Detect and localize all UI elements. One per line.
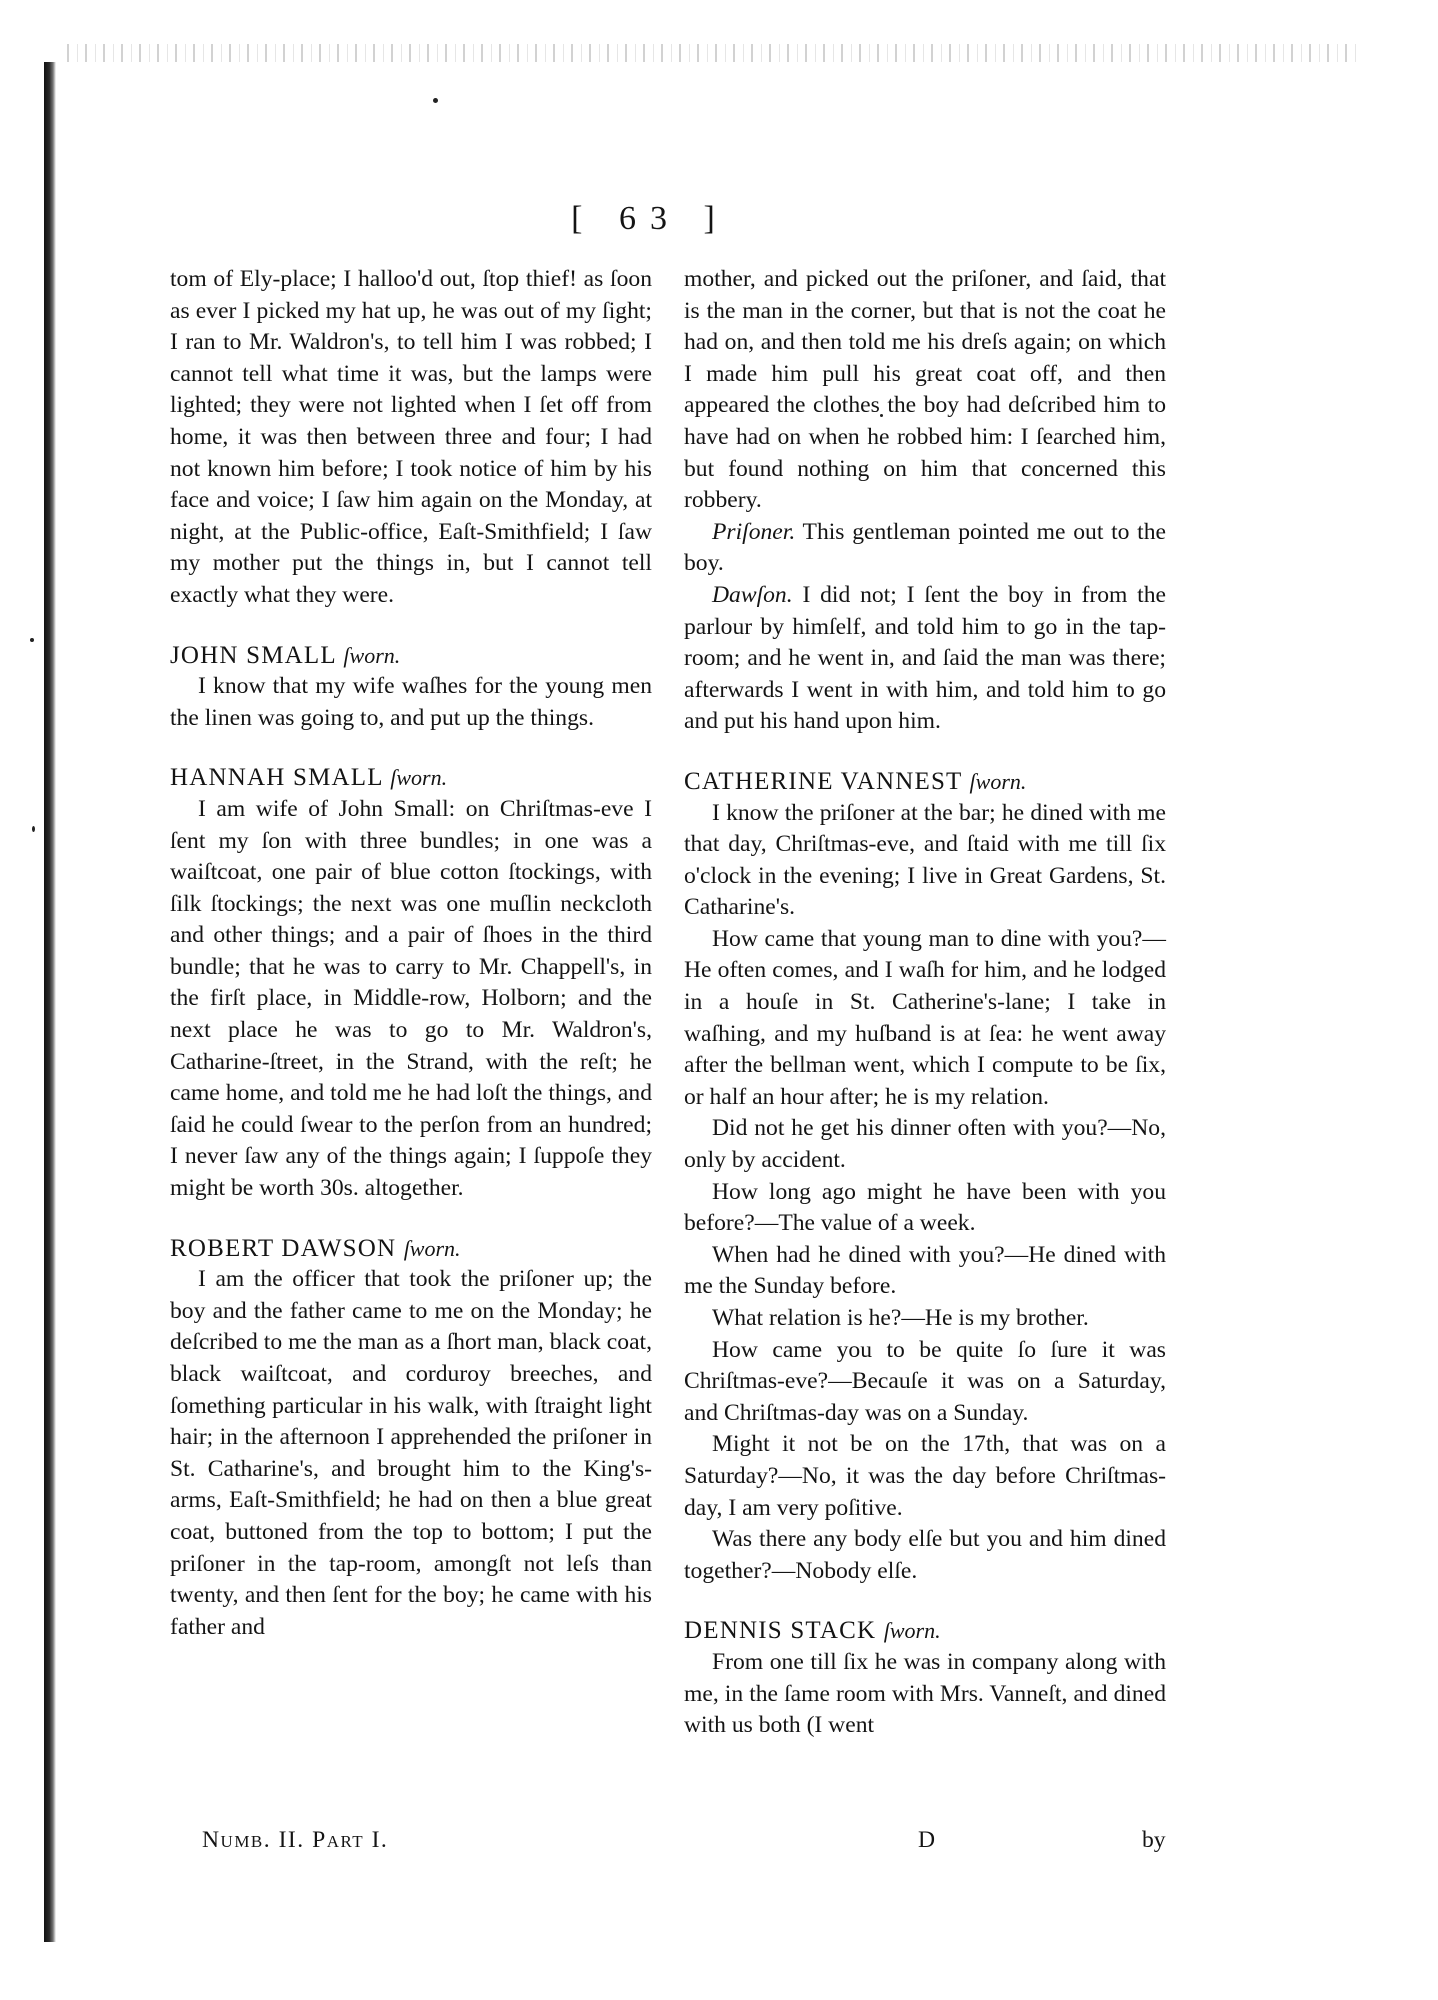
sworn-label: ſworn. [883, 1618, 941, 1644]
witness-heading [684, 1615, 1166, 1647]
witness-name: HANNAH SMALL [170, 764, 383, 792]
testimony-paragraph: I know that my wife waſhes for the young men the linen was going to, and put up the things. [170, 673, 652, 731]
section-gap [170, 1205, 652, 1233]
testimony-paragraph: Did not he get his dinner often with you?—No, only by accident. [684, 1115, 1166, 1174]
testimony-paragraph: Might it not be on the 17th, that was on a Saturday?—No, it was the day before Chriſtmas-day, I am very poſitive. [684, 1431, 1166, 1521]
scan-binding-edge [44, 62, 56, 1942]
sworn-label: ſworn. [343, 642, 401, 668]
testimony-paragraph: I know the priſoner at the bar; he dined with me that day, Chriſtmas-eve, and ſtaid with me till ſix o'clock in the evening; I live in Great Gardens, St. Catharine's. [684, 799, 1166, 921]
speech-text: I did not; I ſent the boy in from the parlour by himſelf, and told him to go in the tap-room; and he went in, and ſaid the man was there; afterwards I went in with him, and told him to go and put his hand upon him. [684, 581, 1166, 735]
sworn-label: ſworn. [403, 1235, 461, 1261]
testimony-paragraph: I am wife of John Small: on Chriſtmas-eve I ſent my ſon with three bundles; in one was a waiſtcoat, one pair of blue cotton ſtockings, with ſilk ſtockings; the next was one muſlin neckcloth and other things; and a pair of ſhoes in the third bundle; that he was to carry to Mr. Chappell's, in the firſt place, in Middle-row, Holborn; and the next place he was to go to Mr. Waldron's, Catharine-ſtreet, in the Strand, with the reſt; he came home, and told me he had loſt the things, and ſaid he could ſwear to the perſon from an hundred; I never ſaw any of the things again; I ſuppoſe they might be worth 30s. altogether. [170, 795, 652, 1202]
speech-text: This gentleman pointed me out to the boy. [684, 518, 1166, 577]
testimony-paragraph: When had he dined with you?—He dined with me the Sunday before. [684, 1241, 1166, 1300]
speaker-name: Priſoner. [712, 518, 796, 545]
sworn-label: ſworn. [390, 765, 448, 791]
scan-speck [32, 826, 35, 832]
testimony-paragraph: I am the officer that took the priſoner up; the boy and the father came to me on the Monday; he deſcribed to me the man as a ſhort man, black coat, black waiſtcoat, and corduroy breeches, and ſomething particular in his walk, with ſtraight light hair; in the afternoon I apprehended the priſoner in St. Catharine's, and brought him to the King's-arms, Eaſt-Smithfield; he had on then a blue great coat, buttoned from the top to bottom; I put the priſoner in the tap-room, amongſt not leſs than twenty, and then ſent for the boy; he came with his father and [170, 1266, 652, 1640]
right-column [684, 264, 1166, 1742]
scan-speck [433, 98, 438, 103]
section-gap [684, 738, 1166, 766]
witness-name: CATHERINE VANNEST [684, 767, 963, 795]
testimony-paragraph: Was there any body elſe but you and him dined together?—Nobody elſe. [684, 1526, 1166, 1584]
testimony-paragraph: How came that young man to dine with you?—He often comes, and I waſh for him, and he lodged in a houſe in St. Catherine's-lane; I take in waſhing, and my huſband is at ſea: he went away after the bellman went, which I compute to be ſix, or half an hour after; he is my relation. [684, 925, 1166, 1110]
sworn-label: ſworn. [969, 768, 1027, 794]
witness-heading [170, 640, 652, 672]
scan-speck [30, 638, 34, 642]
testimony-paragraph: tom of Ely-place; I halloo'd out, ſtop thief! as ſoon as ever I picked my hat up, he was out of my ſight; I ran to Mr. Waldron's, to tell him I was robbed; I cannot tell what time it was, but the lamps were lighted; they were not lighted when I ſet off from home, it was then between three and four; I had not known him before; I took notice of him by his face and voice; I ſaw him again on the Monday, at night, at the Public-office, Eaſt-Smithfield; I ſaw my mother put the things in, but I cannot tell exactly what they were. [170, 266, 652, 608]
witness-name: ROBERT DAWSON [170, 1234, 397, 1262]
section-gap [170, 612, 652, 640]
left-column [170, 264, 652, 1643]
signature-mark: D [918, 1827, 936, 1853]
page-number: [ 63 ] [571, 200, 729, 237]
witness-heading [170, 1233, 652, 1265]
testimony-paragraph: How long ago might he have been with you before?—The value of a week. [684, 1178, 1166, 1237]
testimony-paragraph [684, 580, 1166, 738]
witness-heading [684, 766, 1166, 798]
testimony-paragraph: What relation is he?—He is my brother. [712, 1305, 1089, 1331]
testimony-paragraph: How came you to be quite ſo ſure it was Chriſtmas-eve?—Becauſe it was on a Saturday, and Chriſtmas-day was on a Sunday. [684, 1336, 1166, 1426]
speaker-name: Dawſon. [712, 581, 793, 608]
witness-name: JOHN SMALL [170, 641, 336, 669]
footer-volume-part: Numb. II. Part I. [202, 1827, 389, 1853]
witness-heading [170, 762, 652, 794]
witness-name: DENNIS STACK [684, 1617, 877, 1645]
catchword: by [1142, 1827, 1166, 1853]
section-gap [684, 1587, 1166, 1615]
testimony-paragraph: mother, and picked out the priſoner, and ſaid, that is the man in the corner, but that is not the coat he had on, and then told me his dreſs again; on which I made him pull his great coat off, and then appeared the clothes the boy had deſcribed him to have had on when he robbed him: I ſearched him, but found nothing on him that concerned this robbery. [684, 266, 1166, 514]
scan-noise-strip [60, 44, 1360, 62]
section-gap [170, 734, 652, 762]
testimony-paragraph [684, 517, 1166, 580]
testimony-paragraph: From one till ſix he was in company along with me, in the ſame room with Mrs. Vanneſt, and dined with us both (I went [684, 1648, 1166, 1739]
